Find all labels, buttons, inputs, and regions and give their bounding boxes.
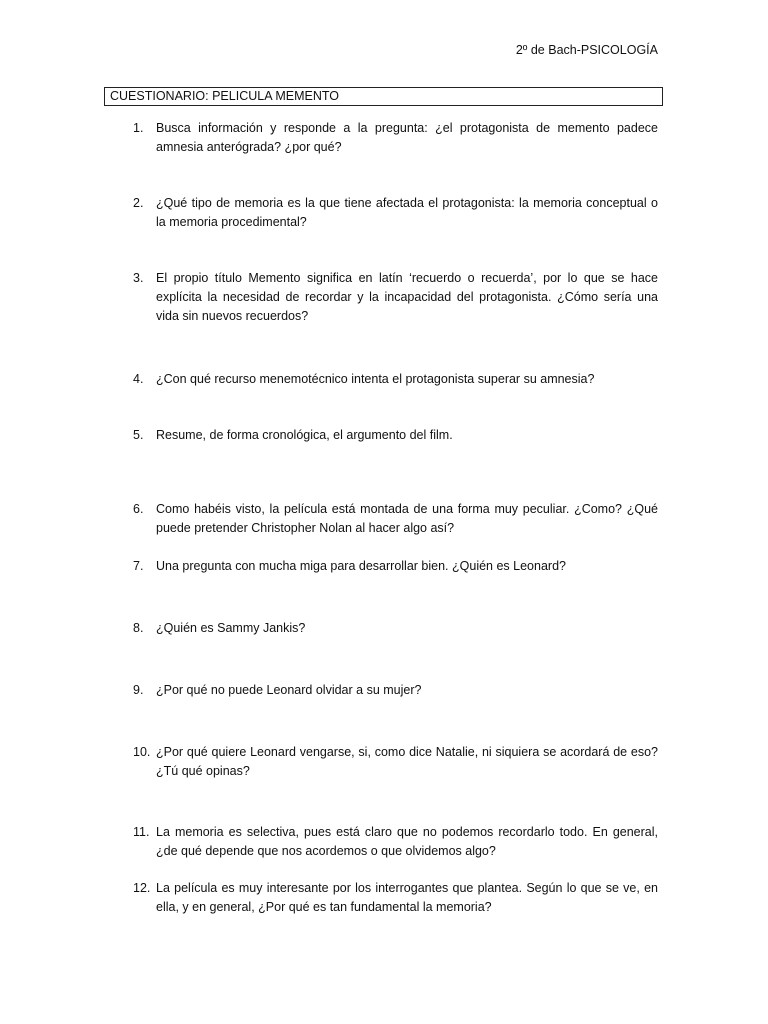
question-number: 10. [133,745,151,759]
question-number: 7. [133,559,144,573]
question-text: Como habéis visto, la película está montada de una forma muy peculiar. ¿Como? ¿Qué puede pretender Christopher Nolan al hacer algo así? [156,502,658,535]
question-number: 5. [133,428,144,442]
question-number: 3. [133,271,144,285]
question-number: 8. [133,621,144,635]
course-label: 2º de Bach-PSICOLOGÍA [515,43,658,57]
question-item [133,557,658,576]
questionnaire-title: CUESTIONARIO: PELICULA MEMENTO [104,87,663,106]
question-item [133,119,658,157]
question-text: ¿Quién es Sammy Jankis? [156,621,306,635]
question-text: ¿Con qué recurso menemotécnico intenta el protagonista superar su amnesia? [156,372,595,386]
question-number: 4. [133,372,144,386]
question-number: 9. [133,683,144,697]
question-item [133,619,658,638]
question-item [133,823,658,861]
question-item [133,743,658,781]
question-number: 11. [133,825,150,839]
question-item [133,426,658,445]
question-text: ¿Por qué no puede Leonard olvidar a su mujer? [156,683,422,697]
question-number: 2. [133,196,144,210]
question-text: Resume, de forma cronológica, el argumento del film. [156,428,453,442]
question-item [133,194,658,232]
question-item [133,269,658,326]
question-item [133,500,658,538]
question-text: ¿Por qué quiere Leonard vengarse, si, como dice Natalie, ni siquiera se acordará de eso? ¿Tú qué opinas? [156,745,658,778]
question-text: La memoria es selectiva, pues está claro que no podemos recordarlo todo. En general, ¿de qué depende que nos acordemos o que olvidemos algo? [156,825,658,858]
question-text: Busca información y responde a la pregunta: ¿el protagonista de memento padece amnesia anterógrada? ¿por qué? [156,121,658,154]
question-number: 1. [133,121,144,135]
question-number: 12. [133,881,151,895]
question-text: ¿Qué tipo de memoria es la que tiene afectada el protagonista: la memoria conceptual o la memoria procedimental? [156,196,658,229]
question-item [133,681,658,700]
question-item [133,879,658,917]
question-item [133,370,658,389]
question-text: Una pregunta con mucha miga para desarrollar bien. ¿Quién es Leonard? [156,559,566,573]
question-number: 6. [133,502,144,516]
question-text: El propio título Memento significa en latín ‘recuerdo o recuerda’, por lo que se hace explícita la necesidad de recordar y la incapacidad del protagonista. ¿Cómo sería una vida sin nuevos recuerdos? [156,271,658,323]
question-text: La película es muy interesante por los interrogantes que plantea. Según lo que se ve, en ella, y en general, ¿Por qué es tan fundamental la memoria? [156,881,658,914]
